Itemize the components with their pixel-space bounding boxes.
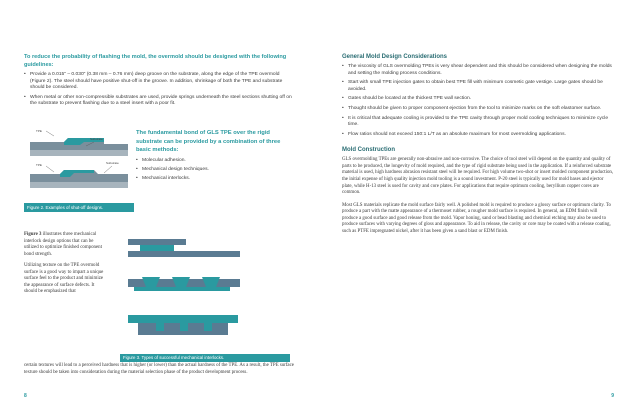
fundamental-bond-block: [136, 129, 288, 182]
figure-2: [24, 128, 134, 212]
fig2-substrate-label-top: Substrate: [90, 137, 103, 141]
figure-3-ref: Figure 3: [24, 232, 42, 237]
mechanical-interlocks-illustration: [120, 231, 290, 354]
general-bullet-flow-ratio: • Flow ratios should not exceed 150:1 L/T as an absolute maximum for most overmolding applications.: [342, 132, 614, 139]
page-number-right: 9: [611, 393, 614, 399]
figure-3: [120, 231, 290, 362]
general-bullet-gate-location: • Gates should be located at the thickest TPE wall section.: [342, 96, 614, 103]
general-bullet-cooling: • It is critical that adequate cooling is provided to the TPE cavity through proper mold cooling techniques to minimize cycle time.: [342, 116, 614, 129]
figure-3-intro-paragraph: [24, 232, 108, 258]
fig2-tpe-label-bottom: TPE: [36, 163, 42, 167]
figure-3-intro-text: illustrates three mechanical interlock design options that can be utilized to optimize finished component bond strength.: [24, 232, 102, 257]
general-bullet-viscosity: • The viscosity of GLS overmolding TPEs is very shear dependent and this should be considered when designing the molds and setting the molding process conditions.: [342, 64, 614, 77]
mold-construction-heading: Mold Construction: [342, 147, 395, 154]
flash-guidelines-heading: To reduce the probability of flashing the mold, the overmold should be designed with the following guidelines:: [24, 54, 287, 68]
general-mold-design-heading: General Mold Design Considerations: [342, 54, 448, 60]
figure-2-caption: Figure 2. Examples of shut-off designs.: [24, 203, 134, 212]
page-number-left: 8: [24, 393, 27, 399]
method-mechanical-interlocks: • Mechanical interlocks.: [136, 175, 288, 182]
method-mechanical-design: • Mechanical design techniques.: [136, 166, 288, 173]
fig2-tpe-label-top: TPE: [36, 129, 42, 133]
right-column: [342, 53, 614, 235]
fig2-substrate-label-bottom: Substrate: [106, 161, 119, 165]
figure-3-description: [24, 232, 108, 296]
mold-construction-paragraph-2: Most GLS materials replicate the mold surface fairly well. A polished mold is required to produce a glossy surface or optimum clarity. To produce a part with the matte appearance of a thermoset rubber, a rougher mold surface is required. In general, an EDM finish will produce a good surface and good release from the mold. Vapor honing, sand or bead blasting and chemical etching may also be used to produce surfaces with varying degrees of gloss and appearance. To aid in release, the cavity or core may be coated with a release coating, such as PTFE impregnated nickel, after it has been given a sand blast or EDM finish.: [342, 202, 611, 234]
texture-paragraph: Utilizing texture on the TPE overmold surface is a good way to impart a unique surface feel to the product and minimize the appearance of surface defects. It should be emphasized that: [24, 263, 104, 295]
left-column: [24, 53, 296, 108]
general-bullet-ejection: • Thought should be given to proper component ejection from the tool to minimize marks on the soft elastomer surface.: [342, 106, 614, 113]
mold-construction-paragraph-1: GLS overmolding TPEs are generally non-abrasive and non-corrosive. The choice of tool steel will depend on the quantity and quality of parts to be produced, the longevity of mold required, and the type of rigid substrate being used in the application. If a reinforced substrate material is used, high hardness abrasion resistant steel will be required. For high volume two-shot or insert molded component production, the initial expense of high quality injection mold tooling is a sound investment. P-20 steel is typically used for mold bases and ejector plate, while H-13 steel is used for cavity and core plates. For applications that require optimum cooling, beryllium copper cores are common.: [342, 157, 614, 196]
fundamental-bond-heading: The fundamental bond of GLS TPE over the rigid substrate can be provided by a combination of three basic methods:: [136, 130, 281, 154]
shutoff-design-illustration: [24, 128, 134, 203]
guideline-bullet-springs: • When metal or other non-compressible substrates are used, provide springs underneath the steel sections shutting off on the substrate to prevent flashing due to a steel insert with a poor fit.: [24, 95, 296, 108]
guideline-bullet-groove: • Provide a 0.015" – 0.030" (0.38 mm – 0.76 mm) deep groove on the substrate, along the edge of the TPE overmold (Figure 2). The steel should have positive shut-off in the groove. In addition, shrinkage of both the TPE and substrate should be considered.: [24, 72, 296, 92]
figure-3-caption: Figure 3. Types of successful mechanical interlocks.: [120, 354, 290, 362]
texture-continuation-paragraph: certain textures will lead to a perceived hardness that is higher (or lower) than the actual hardness of the TPE. As a result, the TPE surface texture should be taken into consideration during the material selection phase of the product development process.: [24, 363, 294, 375]
method-molecular-adhesion: • Molecular adhesion.: [136, 157, 288, 164]
general-bullet-gates-small: • Start with small TPE injection gates to obtain best TPE fill with minimum cosmetic gate vestige. Large gates should be avoided.: [342, 80, 614, 93]
